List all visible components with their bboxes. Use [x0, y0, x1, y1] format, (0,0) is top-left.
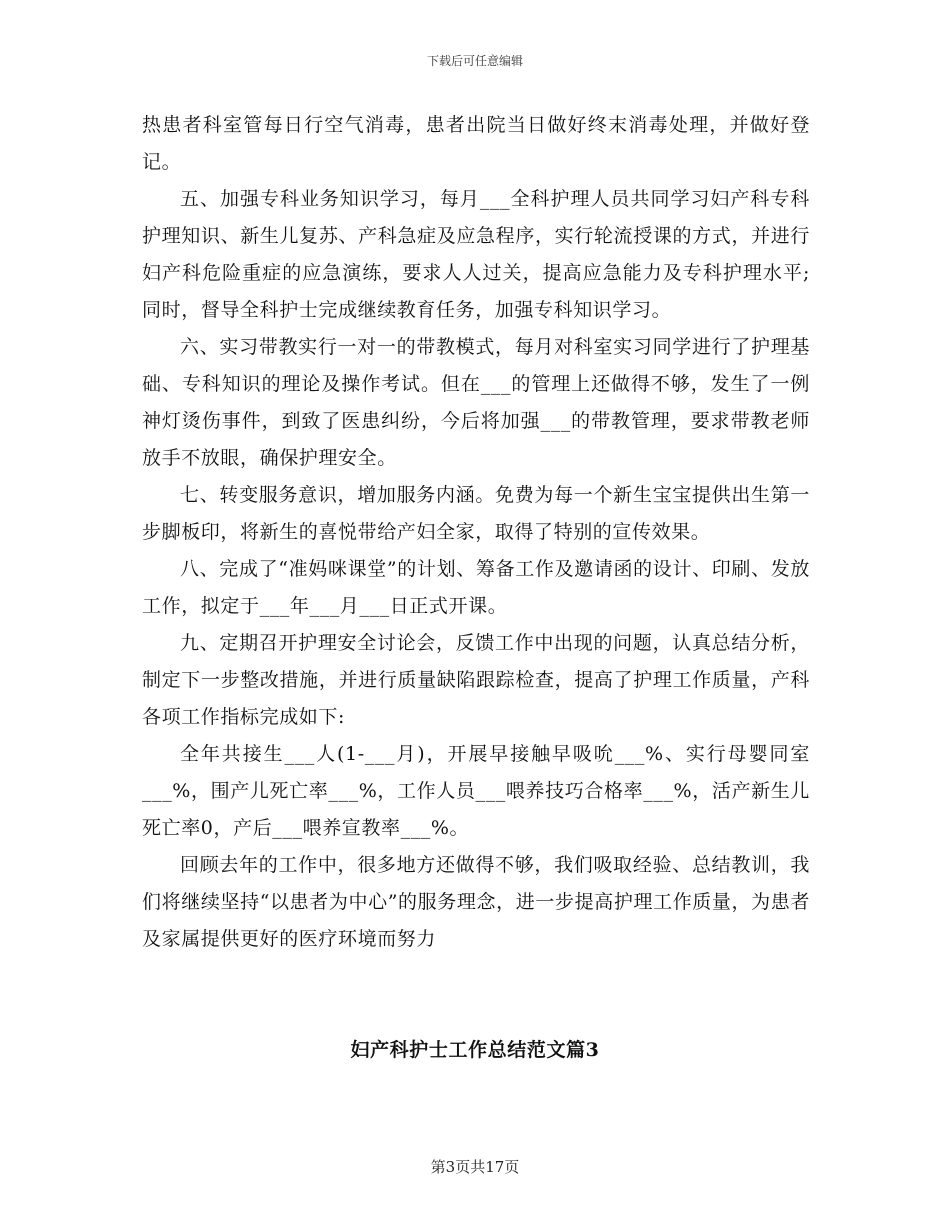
paragraph-item-7: 七、转变服务意识，增加服务内涵。免费为每一个新生宝宝提供出生第一步脚板印，将新生的喜悦带给产妇全家，取得了特别的宣传效果。 [142, 484, 810, 543]
section-title: 妇产科护士工作总结范文篇3 [350, 1039, 600, 1061]
paragraph-item-8: 八、完成了“准妈咪课堂”的计划、筹备工作及邀请函的设计、印刷、发放工作，拟定于___年___月___日正式开课。 [142, 558, 810, 617]
paragraph-item-6: 六、实习带教实行一对一的带教模式，每月对科室实习同学进行了护理基础、专科知识的理论及操作考试。但在___的管理上还做得不够，发生了一例神灯烫伤事件，到致了医患纠纷，今后将加强___的带教管理，要求带教老师放手不放眼，确保护理安全。 [142, 336, 810, 469]
paragraph-item-9: 九、定期召开护理安全讨论会，反馈工作中出现的问题，认真总结分析，制定下一步整改措施，并进行质量缺陷跟踪检查，提高了护理工作质量，产科各项工作指标完成如下: [142, 632, 810, 728]
paragraph-statistics: 全年共接生___人(1-___月)，开展早接触早吸吮___%、实行母婴同室___%，围产儿死亡率___%，工作人员___喂养技巧合格率___%，活产新生儿死亡率0，产后___喂养宣教率___%。 [142, 743, 810, 839]
paragraph-conclusion: 回顾去年的工作中，很多地方还做得不够，我们吸取经验、总结教训，我们将继续坚持“以患者为中心”的服务理念，进一步提高护理工作质量，为患者及家属提供更好的医疗环境而努力 [142, 854, 810, 950]
page-header-note: 下载后可任意编辑 [426, 54, 523, 68]
paragraph-item-5: 五、加强专科业务知识学习，每月___全科护理人员共同学习妇产科专科护理知识、新生儿复苏、产科急症及应急程序，实行轮流授课的方式，并进行妇产科危险重症的应急演练，要求人人过关，提高应急能力及专科护理水平;同时，督导全科护士完成继续教育任务，加强专科知识学习。 [142, 188, 810, 321]
page-footer-number: 第3页共17页 [430, 1158, 520, 1176]
paragraph-continuation: 热患者科室管每日行空气消毒，患者出院当日做好终末消毒处理，并做好登记。 [142, 114, 810, 173]
document-body [142, 107, 810, 958]
